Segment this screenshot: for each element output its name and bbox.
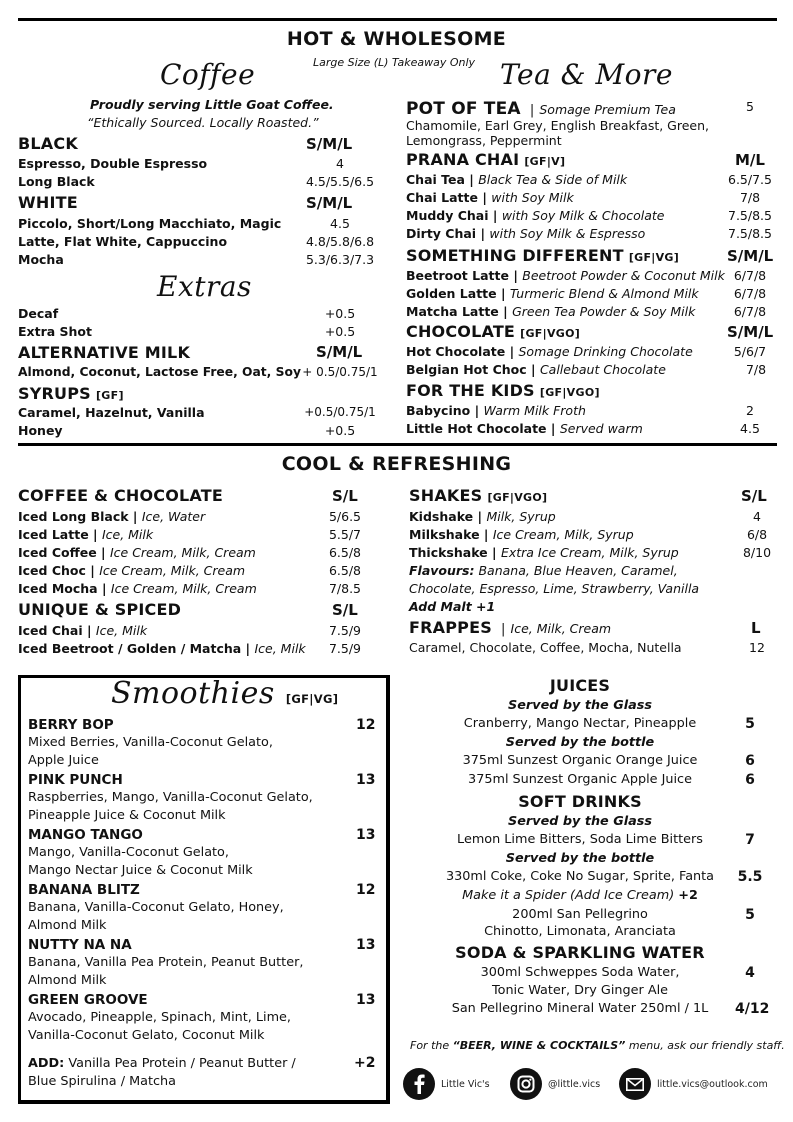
- iced-item: Iced Coffee | Ice Cream, Milk, Cream: [18, 545, 256, 560]
- extras-item-price: +0.5: [324, 324, 356, 339]
- pot-of-tea-heading: [406, 99, 676, 119]
- smoothie-desc: Avocado, Pineapple, Spinach, Mint, Lime,: [28, 1010, 291, 1025]
- unique-item-price: 7.5/9: [328, 623, 362, 638]
- instagram-icon[interactable]: [510, 1068, 542, 1100]
- smoothie-desc: Mixed Berries, Vanilla-Coconut Gelato,: [28, 735, 273, 750]
- pot-price: 5: [746, 99, 754, 114]
- item-name: Little Hot Chocolate: [406, 421, 547, 436]
- iced-item-price: 6.5/8: [328, 563, 362, 578]
- prana-sizes: M/L: [735, 151, 765, 169]
- item-desc: Somage Drinking Chocolate: [518, 344, 693, 359]
- spider-text: Make it a Spider (Add Ice Cream): [462, 888, 675, 903]
- flavours-label: Flavours:: [409, 563, 475, 578]
- item-desc: Callebaut Chocolate: [539, 362, 666, 377]
- alt-milk-item-name: Almond, Coconut, Lactose Free, Oat, Soy: [18, 365, 301, 379]
- white-item-name: Mocha: [18, 252, 64, 267]
- soda-mineral-price: 4/12: [735, 1001, 770, 1017]
- frappes-desc: Ice, Milk, Cream: [510, 621, 612, 636]
- item-desc: Green Tea Powder & Soy Milk: [512, 304, 696, 319]
- prana-item: Chai Latte | with Soy Milk: [406, 190, 574, 205]
- soft-glass-price: 7: [745, 832, 755, 848]
- shake-flavours-line2: Chocolate, Espresso, Lime, Strawberry, Vanilla: [409, 581, 700, 596]
- black-item-name: Long Black: [18, 174, 95, 189]
- facebook-handle[interactable]: Little Vic's: [441, 1079, 490, 1090]
- smoothie-desc: Almond Milk: [28, 918, 107, 933]
- different-tag: [GF|VG]: [628, 251, 680, 264]
- iced-item: Iced Mocha | Ice Cream, Milk, Cream: [18, 581, 257, 596]
- white-item-price: 5.3/6.3/7.3: [305, 252, 375, 267]
- smoothie-desc: Mango, Vanilla-Coconut Gelato,: [28, 845, 229, 860]
- chocolate-item-price: 5/6/7: [733, 344, 767, 359]
- item-name: Beetroot Latte: [406, 268, 509, 283]
- extras-item-name: Decaf: [18, 306, 59, 321]
- smoothie-name: PINK PUNCH: [28, 772, 123, 788]
- item-name: Chai Tea: [406, 172, 465, 187]
- black-item-price: 4.5/5.5/6.5: [305, 174, 375, 189]
- item-name: Belgian Hot Choc: [406, 362, 527, 377]
- item-desc: Ice Cream, Milk, Syrup: [492, 527, 634, 542]
- item-name: Iced Beetroot / Golden / Matcha: [18, 641, 242, 656]
- top-rule: [18, 18, 777, 21]
- smoothies-script-title: Smoothies: [111, 676, 275, 711]
- syrups-title: SYRUPS: [18, 384, 91, 403]
- smoothie-add-ons: [28, 1055, 296, 1073]
- item-name: Matcha Latte: [406, 304, 499, 319]
- spider-price: +2: [678, 888, 698, 903]
- smoothie-desc: Vanilla-Coconut Gelato, Coconut Milk: [28, 1028, 265, 1043]
- item-name: Chai Latte: [406, 190, 478, 205]
- unique-item: Iced Beetroot / Golden / Matcha | Ice, Milk: [18, 641, 306, 656]
- smoothies-heading: [111, 676, 338, 711]
- item-desc: Ice, Milk: [101, 527, 154, 542]
- prana-heading: [406, 150, 565, 169]
- shakes-heading: [409, 486, 547, 505]
- soft-glass-line: Lemon Lime Bitters, Soda Lime Bitters: [457, 832, 703, 847]
- pot-sep: |: [529, 103, 535, 118]
- coffee-choc-heading: COFFEE & CHOCOLATE: [18, 486, 224, 505]
- smoothie-add-ons-line2: Blue Spirulina / Matcha: [28, 1074, 176, 1089]
- syrups-heading: [18, 384, 124, 403]
- white-item-price: 4.5: [330, 216, 350, 231]
- kids-item-price: 2: [746, 403, 754, 418]
- shake-item-price: 6/8: [746, 527, 768, 542]
- syrups-tag: [GF]: [95, 389, 124, 402]
- item-name: Kidshake: [409, 509, 474, 524]
- chocolate-item: Belgian Hot Choc | Callebaut Chocolate: [406, 362, 666, 377]
- unique-sizes: S/L: [332, 601, 358, 619]
- smoothie-name: NUTTY NA NA: [28, 937, 132, 953]
- soft-bottle-label: Served by the bottle: [505, 851, 655, 866]
- frappes-sizes: L: [751, 619, 761, 637]
- alt-milk-heading: ALTERNATIVE MILK: [18, 343, 191, 362]
- item-name: Milkshake: [409, 527, 480, 542]
- shake-item: Kidshake | Milk, Syrup: [409, 509, 556, 524]
- iced-item-price: 5.5/7: [328, 527, 362, 542]
- iced-item-price: 5/6.5: [328, 509, 362, 524]
- pot-desc: Somage Premium Tea: [539, 102, 676, 117]
- pot-teas-line: Lemongrass, Peppermint: [406, 133, 562, 148]
- syrups-item-name: Honey: [18, 423, 63, 438]
- smoothie-desc: Almond Milk: [28, 973, 107, 988]
- item-desc: Ice, Water: [141, 509, 206, 524]
- soda-line: Tonic Water, Dry Ginger Ale: [491, 983, 669, 998]
- item-desc: with Soy Milk & Chocolate: [501, 208, 665, 223]
- smoothie-desc: Raspberries, Mango, Vanilla-Coconut Gelato,: [28, 790, 313, 805]
- black-heading: BLACK: [18, 134, 78, 153]
- prana-item: Dirty Chai | with Soy Milk & Espresso: [406, 226, 646, 241]
- smoothie-name: MANGO TANGO: [28, 827, 143, 843]
- add-text: Vanilla Pea Protein / Peanut Butter /: [68, 1056, 296, 1071]
- kids-item-price: 4.5: [740, 421, 760, 436]
- item-desc: Ice, Milk: [254, 641, 306, 656]
- different-item: Matcha Latte | Green Tea Powder & Soy Milk: [406, 304, 696, 319]
- different-item: Golden Latte | Turmeric Blend & Almond Milk: [406, 286, 699, 301]
- prana-item: Muddy Chai | with Soy Milk & Chocolate: [406, 208, 665, 223]
- black-sizes: S/M/L: [306, 135, 353, 153]
- unique-heading: UNIQUE & SPICED: [18, 600, 182, 619]
- chocolate-title: CHOCOLATE: [406, 322, 516, 341]
- prana-item-price: 6.5/7.5: [728, 172, 772, 187]
- prana-item-price: 7/8: [739, 190, 761, 205]
- white-heading: WHITE: [18, 193, 78, 212]
- note-pre: For the: [410, 1039, 450, 1052]
- email-icon[interactable]: [619, 1068, 651, 1100]
- item-name: Muddy Chai: [406, 208, 489, 223]
- frappes-flavours: Caramel, Chocolate, Coffee, Mocha, Nutella: [409, 640, 682, 655]
- soft-drinks-heading: SOFT DRINKS: [518, 792, 642, 811]
- coffee-choc-sizes: S/L: [332, 487, 358, 505]
- different-sizes: S/M/L: [727, 247, 774, 265]
- item-desc: Extra Ice Cream, Milk, Syrup: [500, 545, 679, 560]
- kids-item: Little Hot Chocolate | Served warm: [406, 421, 643, 436]
- white-item-name: Piccolo, Short/Long Macchiato, Magic: [18, 216, 282, 231]
- smoothie-desc: Mango Nectar Juice & Coconut Milk: [28, 863, 253, 878]
- unique-item: Iced Chai | Ice, Milk: [18, 623, 148, 638]
- syrups-item-price: +0.5/0.75/1: [304, 405, 376, 419]
- soda-mineral: San Pellegrino Mineral Water 250ml / 1L: [451, 1001, 709, 1016]
- juices-heading: JUICES: [549, 676, 611, 695]
- coffee-tagline-quote: “Ethically Sourced. Locally Roasted.”: [87, 115, 319, 130]
- item-name: Iced Chai: [18, 623, 83, 638]
- different-item-price: 6/7/8: [733, 286, 767, 301]
- smoothie-name: BERRY BOP: [28, 717, 114, 733]
- soda-heading: SODA & SPARKLING WATER: [455, 943, 705, 962]
- smoothie-price: 12: [356, 882, 376, 898]
- chocolate-sizes: S/M/L: [727, 323, 774, 341]
- unique-item-price: 7.5/9: [328, 641, 362, 656]
- facebook-icon[interactable]: [403, 1068, 435, 1100]
- item-name: Iced Choc: [18, 563, 86, 578]
- iced-item: Iced Latte | Ice, Milk: [18, 527, 154, 542]
- alt-milk-item-price: + 0.5/0.75/1: [302, 365, 378, 379]
- item-desc: Turmeric Blend & Almond Milk: [509, 286, 699, 301]
- prana-title: PRANA CHAI: [406, 150, 520, 169]
- prana-item: Chai Tea | Black Tea & Side of Milk: [406, 172, 628, 187]
- smoothie-price: 12: [356, 717, 376, 733]
- different-item: Beetroot Latte | Beetroot Powder & Coconut Milk: [406, 268, 725, 283]
- item-desc: Ice, Milk: [95, 623, 148, 638]
- soft-cans: 330ml Coke, Coke No Sugar, Sprite, Fanta: [445, 869, 715, 884]
- white-sizes: S/M/L: [306, 194, 353, 212]
- item-desc: Warm Milk Froth: [483, 403, 586, 418]
- iced-item: Iced Choc | Ice Cream, Milk, Cream: [18, 563, 246, 578]
- item-desc: Milk, Syrup: [486, 509, 556, 524]
- juices-apple: 375ml Sunzest Organic Apple Juice: [468, 772, 692, 787]
- iced-item-price: 6.5/8: [328, 545, 362, 560]
- smoothie-desc: Apple Juice: [28, 753, 99, 768]
- smoothie-desc: Banana, Vanilla Pea Protein, Peanut Butter,: [28, 955, 304, 970]
- soft-pellegrino-flavours: Chinotto, Limonata, Aranciata: [484, 924, 676, 939]
- note-highlight: “BEER, WINE & COCKTAILS”: [452, 1039, 626, 1052]
- shakes-tag: [GF|VGO]: [487, 491, 548, 504]
- coffee-script-title: Coffee: [160, 58, 256, 91]
- smoothie-price: 13: [356, 827, 376, 843]
- flavours-text: Banana, Blue Heaven, Caramel,: [478, 563, 678, 578]
- item-desc: Ice Cream, Milk, Cream: [109, 545, 256, 560]
- shake-item-price: 8/10: [742, 545, 772, 560]
- extras-script-title: Extras: [157, 270, 252, 303]
- cool-section-title: COOL & REFRESHING: [281, 453, 512, 475]
- chocolate-item-price: 7/8: [745, 362, 767, 377]
- soft-glass-label: Served by the Glass: [508, 814, 652, 829]
- white-item-name: Latte, Flat White, Cappuccino: [18, 234, 228, 249]
- shake-flavours: [409, 563, 678, 578]
- syrups-item-name: Caramel, Hazelnut, Vanilla: [18, 405, 205, 420]
- item-desc: Ice Cream, Milk, Cream: [99, 563, 246, 578]
- alt-milk-sizes: S/M/L: [316, 343, 363, 361]
- juices-orange: 375ml Sunzest Organic Orange Juice: [462, 753, 698, 768]
- smoothie-price: 13: [356, 937, 376, 953]
- smoothie-name: BANANA BLITZ: [28, 882, 140, 898]
- white-item-price: 4.8/5.8/6.8: [305, 234, 375, 249]
- extras-item-price: +0.5: [324, 306, 356, 321]
- item-name: Iced Coffee: [18, 545, 97, 560]
- shake-item-price: 4: [753, 509, 761, 524]
- smoothie-price: 13: [356, 992, 376, 1008]
- soft-cans-price: 5.5: [737, 869, 763, 885]
- item-name: Golden Latte: [406, 286, 497, 301]
- kids-item: Babycino | Warm Milk Froth: [406, 403, 586, 418]
- iced-item: Iced Long Black | Ice, Water: [18, 509, 206, 524]
- smoothie-name: GREEN GROOVE: [28, 992, 148, 1008]
- shake-item: Milkshake | Ice Cream, Milk, Syrup: [409, 527, 634, 542]
- note-post: menu, ask our friendly staff.: [628, 1039, 785, 1052]
- item-name: Iced Long Black: [18, 509, 129, 524]
- shakes-title: SHAKES: [409, 486, 483, 505]
- tea-script-title: Tea & More: [500, 58, 673, 91]
- kids-title: FOR THE KIDS: [406, 381, 535, 400]
- item-desc: Served warm: [559, 421, 643, 436]
- item-desc: Beetroot Powder & Coconut Milk: [522, 268, 725, 283]
- add-label: ADD:: [28, 1056, 65, 1071]
- item-desc: with Soy Milk & Espresso: [489, 226, 646, 241]
- item-name: Dirty Chai: [406, 226, 477, 241]
- hot-section-title: HOT & WHOLESOME: [286, 28, 507, 50]
- kids-heading: [406, 381, 600, 400]
- item-desc: with Soy Milk: [491, 190, 574, 205]
- prana-item-price: 7.5/8.5: [728, 226, 772, 241]
- add-malt: Add Malt +1: [409, 599, 496, 614]
- chocolate-item: Hot Chocolate | Somage Drinking Chocolate: [406, 344, 693, 359]
- item-name: Hot Chocolate: [406, 344, 506, 359]
- item-desc: Ice Cream, Milk, Cream: [110, 581, 257, 596]
- smoothie-add-price: +2: [354, 1055, 376, 1071]
- different-item-price: 6/7/8: [733, 268, 767, 283]
- different-item-price: 6/7/8: [733, 304, 767, 319]
- different-heading: [406, 246, 679, 265]
- soda-line: 300ml Schweppes Soda Water,: [480, 965, 680, 980]
- frappes-price: 12: [749, 640, 765, 655]
- juices-glass-label: Served by the Glass: [508, 698, 652, 713]
- juices-glass-price: 5: [745, 716, 755, 732]
- item-name: Babycino: [406, 403, 471, 418]
- syrups-item-price: +0.5: [324, 423, 356, 438]
- frappes-sep: |: [501, 622, 506, 637]
- different-title: SOMETHING DIFFERENT: [406, 246, 624, 265]
- pot-teas-line: Chamomile, Earl Grey, English Breakfast, Green,: [406, 118, 710, 133]
- coffee-tagline: Proudly serving Little Goat Coffee.: [90, 97, 334, 112]
- takeaway-note: Large Size (L) Takeaway Only: [313, 56, 476, 69]
- soda-price: 4: [745, 965, 755, 981]
- email-address[interactable]: little.vics@outlook.com: [657, 1079, 768, 1090]
- beer-wine-note: [410, 1039, 785, 1052]
- kids-tag: [GF|VGO]: [539, 386, 600, 399]
- extras-item-name: Extra Shot: [18, 324, 92, 339]
- shakes-sizes: S/L: [741, 487, 767, 505]
- shake-item: Thickshake | Extra Ice Cream, Milk, Syrup: [409, 545, 679, 560]
- item-name: Thickshake: [409, 545, 488, 560]
- frappes-heading: [409, 618, 611, 637]
- juices-bottle-label: Served by the bottle: [505, 735, 655, 750]
- juices-orange-price: 6: [745, 753, 755, 769]
- soft-spider: [420, 888, 740, 903]
- soft-pellegrino-price: 5: [745, 907, 755, 923]
- middle-rule: [18, 443, 777, 446]
- soft-pellegrino: 200ml San Pellegrino: [512, 907, 648, 922]
- item-name: Iced Latte: [18, 527, 89, 542]
- pot-title: POT OF TEA: [406, 99, 521, 119]
- item-desc: Black Tea & Side of Milk: [478, 172, 628, 187]
- chocolate-tag: [GF|VGO]: [520, 327, 581, 340]
- smoothie-desc: Pineapple Juice & Coconut Milk: [28, 808, 226, 823]
- chocolate-heading: [406, 322, 580, 341]
- smoothie-desc: Banana, Vanilla-Coconut Gelato, Honey,: [28, 900, 284, 915]
- item-name: Iced Mocha: [18, 581, 98, 596]
- smoothie-price: 13: [356, 772, 376, 788]
- juices-glass-line: Cranberry, Mango Nectar, Pineapple: [463, 716, 697, 731]
- black-item-name: Espresso, Double Espresso: [18, 156, 208, 171]
- smoothies-tag: [GF|VG]: [285, 692, 339, 706]
- iced-item-price: 7/8.5: [328, 581, 362, 596]
- prana-tag: [GF|V]: [524, 155, 566, 168]
- prana-item-price: 7.5/8.5: [728, 208, 772, 223]
- juices-apple-price: 6: [745, 772, 755, 788]
- frappes-title: FRAPPES: [409, 618, 492, 637]
- black-item-price: 4: [336, 156, 344, 171]
- instagram-handle[interactable]: @little.vics: [548, 1079, 601, 1090]
